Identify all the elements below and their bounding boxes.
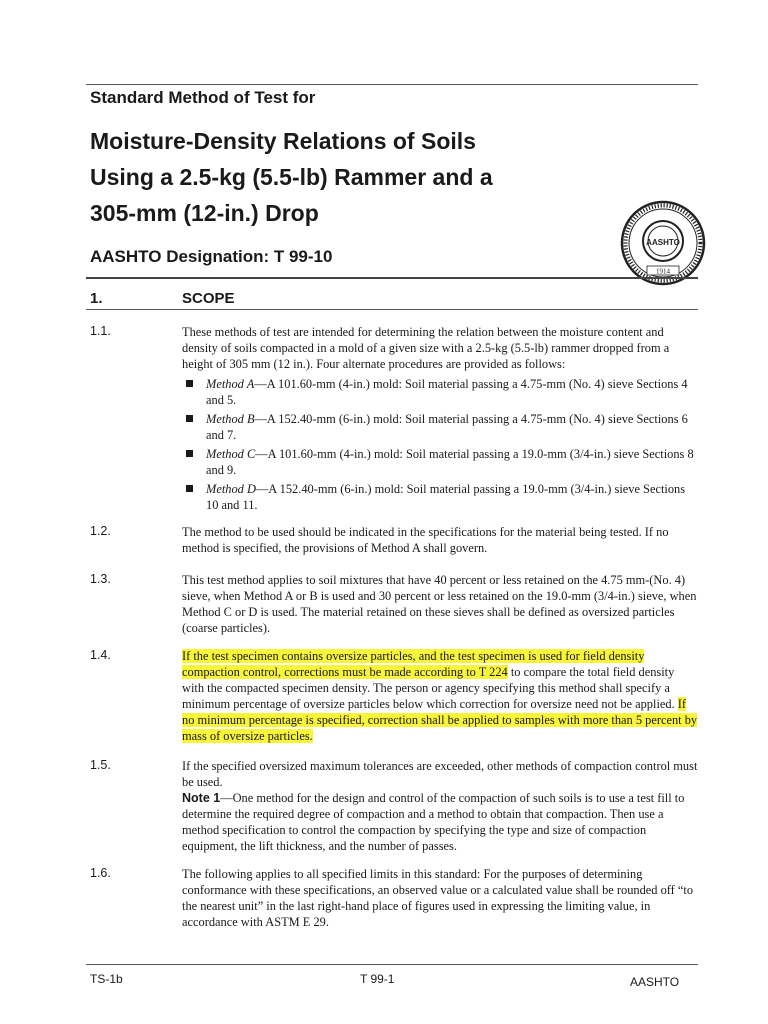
bullet-icon: [186, 415, 193, 422]
title-line-1: Moisture-Density Relations of Soils: [90, 128, 476, 154]
paragraph-number: 1.1.: [90, 324, 111, 338]
section-top-rule: [86, 277, 698, 279]
top-rule: [86, 84, 698, 85]
method-text: —A 101.60-mm (4-in.) mold: Soil material passing a 4.75-mm (No. 4) sieve Sections 4 and 5.: [206, 377, 688, 407]
list-item: [182, 411, 698, 443]
paragraph-number: 1.2.: [90, 524, 111, 538]
footer-page-number: T 99-1: [360, 972, 395, 986]
methods-list: [182, 376, 698, 513]
seal-year: 1914: [656, 267, 670, 276]
bullet-icon: [186, 380, 193, 387]
note-label: Note 1: [182, 791, 221, 805]
title-line-3: 305-mm (12-in.) Drop: [90, 200, 319, 226]
method-text: —A 152.40-mm (6-in.) mold: Soil material passing a 19.0-mm (3/4-in.) sieve Sections 10 and 11.: [206, 482, 686, 512]
paragraph-number: 1.5.: [90, 758, 111, 772]
paragraph-number: 1.3.: [90, 572, 111, 586]
paragraph-text: The following applies to all specified limits in this standard: For the purposes of determining conformance with these specifications, an observed value or a calculated value shall be rounded off “to the nearest unit” in the last right-hand place of figures used in expressing the limiting value, in accordance with ASTM E 29.: [182, 867, 694, 929]
highlighted-text: If no minimum percentage is specified, correction shall be applied to samples with more than 5 percent by mass of oversize particles.: [182, 697, 698, 743]
list-item: [182, 446, 698, 478]
paragraph-text: This test method applies to soil mixtures that have 40 percent or less retained on the 4.75 mm-(No. 4) sieve, when Method A or B is used and 30 percent or less retained on the 19.0-mm (3/4-in.) sieve, when Method C or D is used. The material retained on these sieves shall be defined as oversized particles (coarse particles).: [182, 573, 697, 635]
paragraph-text: to compare the total field density with the compacted specimen density. The person or agency specifying this method shall specify a minimum percentage of oversize particles below which correction for oversize need not be applied.: [182, 665, 678, 711]
section-title: SCOPE: [182, 290, 235, 307]
footer-left: TS-1b: [90, 972, 123, 986]
method-text: —A 152.40-mm (6-in.) mold: Soil material passing a 4.75-mm (No. 4) sieve Sections 6 and 7.: [206, 412, 688, 442]
title-line-2: Using a 2.5-kg (5.5-lb) Rammer and a: [90, 164, 493, 190]
bullet-icon: [186, 485, 193, 492]
section-number: 1.: [90, 290, 103, 307]
method-name: Method C: [206, 447, 256, 461]
paragraph-number: 1.6.: [90, 866, 111, 880]
method-name: Method B: [206, 412, 255, 426]
aashto-seal-logo: [620, 200, 706, 286]
method-text: —A 101.60-mm (4-in.) mold: Soil material passing a 19.0-mm (3/4-in.) sieve Sections 8 and 9.: [206, 447, 694, 477]
list-item: [182, 376, 698, 408]
paragraph-text: The method to be used should be indicated in the specifications for the material being tested. If no method is specified, the provisions of Method A shall govern.: [182, 525, 669, 555]
list-item: [182, 481, 698, 513]
page-title: [90, 123, 610, 231]
method-name: Method D: [206, 482, 256, 496]
highlighted-text: If the test specimen contains oversize particles, and the test specimen is used for field density compaction control, corrections must be made according to T 224: [182, 649, 645, 679]
note-text: —One method for the design and control of the compaction of such soils is to use a test fill to determine the required degree of compaction and a method to obtain that compaction. Then use a method specification to control the compaction by specifying the type and size of compaction equipment, the lift thickness, and the number of passes.: [182, 791, 685, 853]
method-name: Method A: [206, 377, 255, 391]
note-1: [182, 790, 698, 854]
standard-method-label: Standard Method of Test for: [90, 88, 316, 107]
section-bottom-rule: [86, 309, 698, 310]
footer-rule: [86, 964, 698, 965]
paragraph-number: 1.4.: [90, 648, 111, 662]
paragraph-text: If the specified oversized maximum tolerances are exceeded, other methods of compaction control must be used.: [182, 759, 698, 789]
svg-text:AASHTO: AASHTO: [646, 238, 680, 247]
footer-right: AASHTO: [630, 975, 680, 989]
paragraph-text: These methods of test are intended for determining the relation between the moisture content and density of soils compacted in a mold of a given size with a 2.5-kg (5.5-lb) rammer dropped from a height of 305 mm (12 in.). Four alternate procedures are provided as follows:: [182, 325, 670, 371]
bullet-icon: [186, 450, 193, 457]
aashto-designation: AASHTO Designation: T 99-10: [90, 247, 333, 266]
